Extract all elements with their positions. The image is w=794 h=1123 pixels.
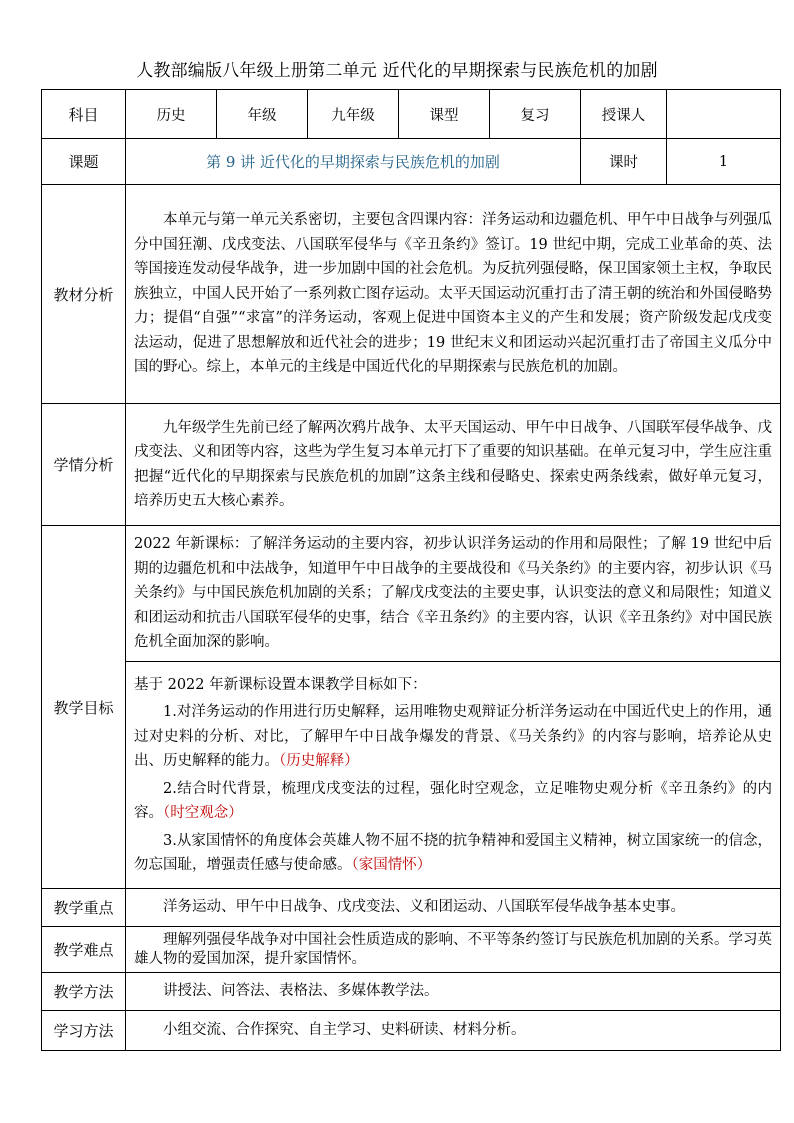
header-row [42,90,781,139]
teaching-methods-row [42,973,781,1011]
period-label: 课时 [581,139,667,185]
topic-label: 课题 [42,139,126,185]
period-value: 1 [667,139,781,185]
material-analysis-label: 教材分析 [42,185,126,404]
goal-tag: （时空观念） [163,805,243,821]
type-value: 复习 [490,90,581,139]
subject-label: 科目 [42,90,126,139]
teaching-goals-label: 教学目标 [42,526,126,889]
teacher-value [667,90,781,139]
material-analysis-text: 本单元与第一单元关系密切，主要包含四课内容：洋务运动和边疆危机、甲午中日战争与列强瓜分中国狂潮、戊戌变法、八国联军侵华与《辛丑条约》签订。19 世纪中期，完成工业革命的英、法等国接连发动侵华战争，进一步加剧中国的社会危机。为反抗列强侵略，保卫国家领土主权，争取民族独立，中国人民开始了一系列救亡图存运动。太平天国运动沉重打击了清王朝的统治和外国侵略势力；提倡“自强”“求富”的洋务运动，客观上促进中国资本主义的产生和发展；资产阶级发起戊戌变法运动，促进了思想解放和近代社会的进步；19 世纪末义和团运动兴起沉重打击了帝国主义瓜分中国的野心。综上，本单元的主线是中国近代化的早期探索与民族危机的加剧。 [126,185,781,404]
key-points-row [42,889,781,927]
subject-value: 历史 [126,90,217,139]
learning-methods-text: 小组交流、合作探究、自主学习、史料研读、材料分析。 [126,1011,781,1051]
goal-item: 2.结合时代背景，梳理戊戌变法的过程，强化时空观念，立足唯物史观分析《辛丑条约》的内容。（时空观念） [134,780,772,821]
type-label: 课型 [399,90,490,139]
teaching-methods-label: 教学方法 [42,973,126,1011]
goal-item: 1.对洋务运动的作用进行历史解释，运用唯物史观辩证分析洋务运动在中国近代史上的作用，通过对史料的分析、对比，了解甲午中日战争爆发的背景、《马关条约》的内容与影响，培养论从史出、历史解释的能力。（历史解释） [134,704,772,769]
difficult-points-text: 理解列强侵华战争对中国社会性质造成的影响、不平等条约签订与民族危机加剧的关系。学习英雄人物的爱国加深，提升家国情怀。 [126,927,781,973]
curriculum-standard-text: 2022 年新课标：了解洋务运动的主要内容，初步认识洋务运动的作用和局限性；了解 19 世纪中后期的边疆危机和中法战争，知道甲午中日战争的主要战役和《马关条约》的主要内容，初步认识《马关条约》与中国民族危机加剧的关系；了解戊戌变法的主要史事，认识变法的意义和局限性；知道义和团运动和抗击八国联军侵华的史事，结合《辛丑条约》的主要内容，认识《辛丑条约》对中国民族危机全面加深的影响。 [126,526,781,662]
teaching-goals-row [42,526,781,662]
teaching-methods-text: 讲授法、问答法、表格法、多媒体教学法。 [126,973,781,1011]
student-analysis-text: 九年级学生先前已经了解两次鸦片战争、太平天国运动、甲午中日战争、八国联军侵华战争、戊戌变法、义和团等内容，这些为学生复习本单元打下了重要的知识基础。在单元复习中，学生应注重把握“近代化的早期探索与民族危机的加剧”这条主线和侵略史、探索史两条线索，做好单元复习，培养历史五大核心素养。 [126,404,781,526]
teaching-goals-detail [126,662,781,889]
difficult-points-label: 教学难点 [42,927,126,973]
learning-methods-label: 学习方法 [42,1011,126,1051]
goal-tag: （家国情怀） [351,857,432,873]
teaching-goals-detail-row [42,662,781,889]
lesson-plan-table [41,89,781,1051]
document-title: 人教部编版八年级上册第二单元 近代化的早期探索与民族危机的加剧 [136,61,658,81]
key-points-text: 洋务运动、甲午中日战争、戊戌变法、义和团运动、八国联军侵华战争基本史事。 [126,889,781,927]
grade-label: 年级 [217,90,308,139]
goal-tag: （历史解释） [279,753,359,769]
material-analysis-row [42,185,781,404]
key-points-label: 教学重点 [42,889,126,927]
teacher-label: 授课人 [581,90,667,139]
difficult-points-row [42,927,781,973]
student-analysis-label: 学情分析 [42,404,126,526]
topic-row [42,139,781,185]
learning-methods-row [42,1011,781,1051]
goals-intro: 基于 2022 年新课标设置本课教学目标如下： [134,676,427,693]
grade-value: 九年级 [308,90,399,139]
goal-item: 3.从家国情怀的角度体会英雄人物不屈不挠的抗争精神和爱国主义精神，树立国家统一的信念，勿忘国耻，增强责任感与使命感。（家国情怀） [134,832,772,873]
topic-value: 第 9 讲 近代化的早期探索与民族危机的加剧 [126,139,581,185]
student-analysis-row [42,404,781,526]
